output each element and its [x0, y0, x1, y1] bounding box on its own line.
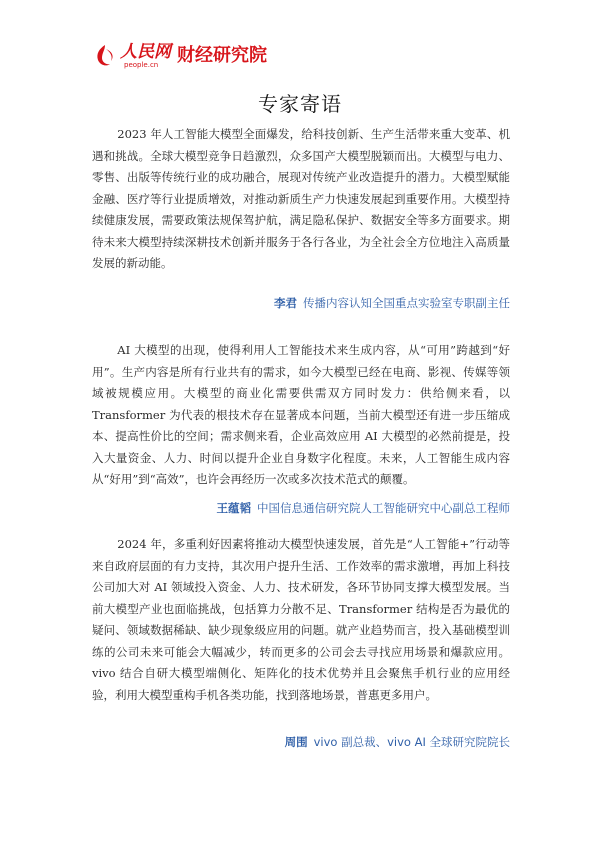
expert-signature: [274, 295, 510, 311]
people-daily-logo-icon: [92, 43, 118, 69]
brand-domain: people.cn: [124, 61, 159, 69]
brand-header: [92, 40, 267, 72]
institute-name: 财经研究院: [177, 45, 267, 66]
expert-paragraph: AI 大模型的出现，使得利用人工智能技术来生成内容，从“可用”跨越到“好用”。生产内容是所有行业共有的需求，如今大模型已经在电商、影视、传媒等领域被规模应用。大模型的商业化需要供需双方同时发力：供给侧来看，以 Transformer 为代表的根技术存在显著成本问题，当前大模型还有进一步压缩成本、提高性价比的空间；需求侧来看，企业高效应用 AI 大模型的必然前提是，投入大量资金、人力、时间以提升企业自身数字化程度。未来，人工智能生成内容从“好用”到“高效”，也许会再经历一次或多次技术范式的颠覆。: [92, 343, 510, 486]
expert-name: 王蕴韬: [216, 501, 251, 515]
expert-paragraph: 2023 年人工智能大模型全面爆发，给科技创新、生产生活带来重大变革、机遇和挑战。全球大模型竞争日趋激烈，众多国产大模型脱颖而出。大模型与电力、零售、出版等传统行业的成功融合，展现对传统产业改造提升的潜力。大模型赋能金融、医疗等行业提质增效，对推动新质生产力快速发展起到重要作用。大模型持续健康发展，需要政策法规保驾护航，满足隐私保护、数据安全等多方面要求。期待未来大模型持续深耕技术创新并服务于各行各业，为全社会全方位地注入高质量发展的新动能。: [92, 127, 510, 270]
expert-name: 周围: [284, 735, 308, 749]
expert-paragraph: 2024 年，多重利好因素将推动大模型快速发展，首先是“人工智能+”行动等来自政府层面的有力支持，其次用户提升生活、工作效率的需求激增，再加上科技公司加大对 AI 领域投入资金、人力、技术研发，各环节协同支撑大模型发展。当前大模型产业也面临挑战，包括算力分散不足、Transformer 结构是否为最优的疑问、领域数据稀缺、缺少现象级应用的问题。就产业趋势而言，投入基础模型训练的公司未来可能会大幅减少，转而更多的公司会去寻找应用场景和爆款应用。vivo 结合自研大模型端侧化、矩阵化的技术优势并且会聚焦手机行业的应用经验，利用大模型重构手机各类功能，找到落地场景，普惠更多用户。: [92, 537, 510, 702]
expert-role: 传播内容认知全国重点实验室专职副主任: [303, 296, 510, 310]
expert-name: 李君: [274, 296, 297, 310]
expert-signature: [217, 500, 511, 516]
brand-name: 人民网: [120, 42, 171, 62]
expert-role: vivo 副总裁、vivo AI 全球研究院院长: [313, 735, 510, 749]
expert-role: 中国信息通信研究院人工智能研究中心副总工程师: [257, 501, 510, 515]
expert-signature: [285, 734, 510, 750]
page-title: 专家寄语: [258, 92, 342, 116]
